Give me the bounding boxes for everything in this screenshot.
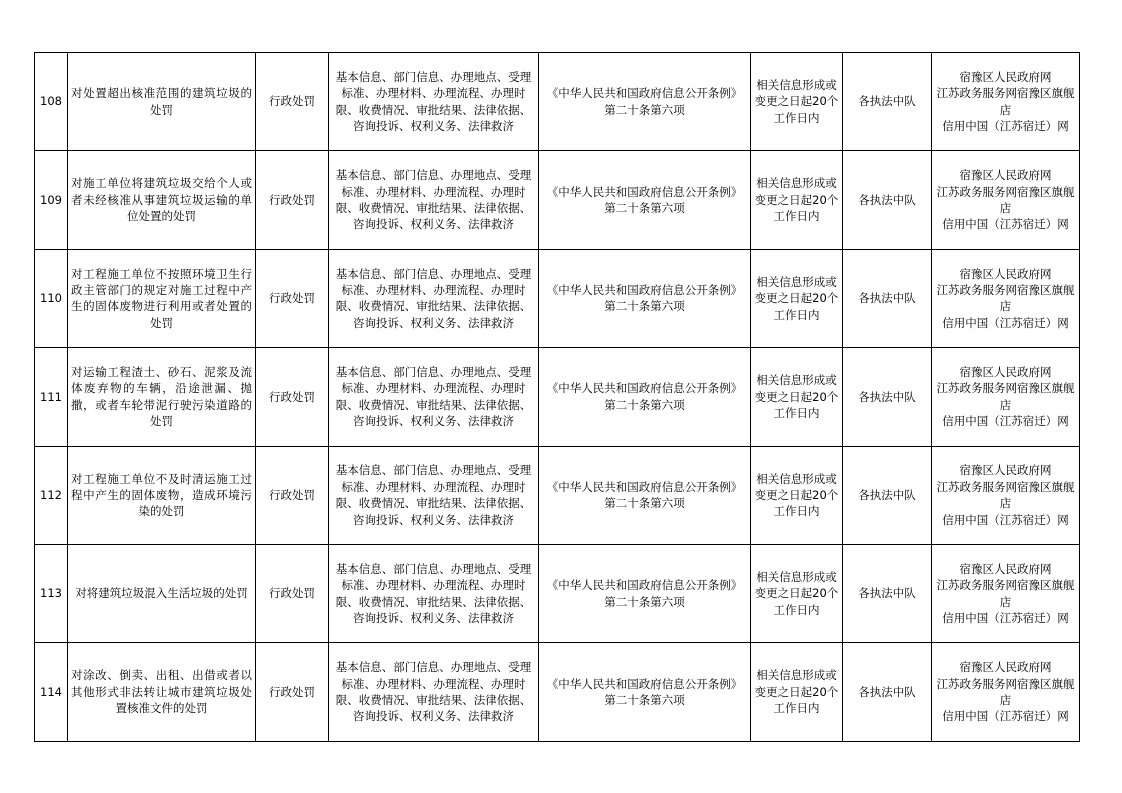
disclosure-time-limit — [751, 446, 843, 544]
disclosure-time-limit — [751, 53, 843, 151]
item-number: 110 — [35, 249, 68, 347]
disclosure-basis-text: 《中华人民共和国政府信息公开条例》第二十条第六项 — [546, 86, 743, 117]
item-name — [68, 446, 256, 544]
item-name — [68, 643, 256, 741]
disclosure-basis — [539, 544, 751, 642]
disclosure-basis-text: 《中华人民共和国政府信息公开条例》第二十条第六项 — [546, 676, 743, 708]
disclosure-time-limit-text: 相关信息形成或变更之日起20个工作日内 — [754, 78, 839, 125]
disclosure-basis — [539, 249, 751, 347]
item-name-text: 对处置超出核准范围的建筑垃圾的处罚 — [71, 86, 252, 117]
table-row — [35, 348, 1080, 446]
disclosure-content — [329, 249, 539, 347]
item-category: 行政处罚 — [256, 643, 329, 741]
item-number: 108 — [35, 53, 68, 151]
disclosure-time-limit-text: 相关信息形成或变更之日起20个工作日内 — [754, 274, 839, 322]
disclosure-time-limit-text: 相关信息形成或变更之日起20个工作日内 — [754, 570, 839, 617]
disclosure-time-limit-text: 相关信息形成或变更之日起20个工作日内 — [754, 668, 839, 716]
disclosure-basis-text: 《中华人民共和国政府信息公开条例》第二十条第六项 — [546, 479, 743, 511]
disclosure-channel-text: 宿豫区人民政府网 江苏政务服务网宿豫区旗舰店 信用中国（江苏宿迁）网 — [936, 463, 1075, 527]
disclosure-content — [329, 544, 539, 642]
disclosure-table — [34, 52, 1080, 742]
disclosure-channel-text: 宿豫区人民政府网 江苏政务服务网宿豫区旗舰店 信用中国（江苏宿迁）网 — [936, 168, 1075, 232]
disclosure-content-text: 基本信息、部门信息、办理地点、受理标准、办理材料、办理流程、办理时限、收费情况、审批结果、法律依据、咨询投诉、权利义务、法律救济 — [335, 365, 532, 429]
disclosure-content-text: 基本信息、部门信息、办理地点、受理标准、办理材料、办理流程、办理时限、收费情况、审批结果、法律依据、咨询投诉、权利义务、法律救济 — [335, 463, 532, 527]
disclosure-channel-text: 宿豫区人民政府网 江苏政务服务网宿豫区旗舰店 信用中国（江苏宿迁）网 — [936, 561, 1075, 626]
item-name-text: 对施工单位将建筑垃圾交给个人或者未经核准从事建筑垃圾运输的单位处置的处罚 — [71, 176, 252, 224]
item-name-text: 对运输工程渣土、砂石、泥浆及流体废弃物的车辆，沿途泄漏、抛撒，或者车轮带泥行驶污染道路的处罚 — [71, 365, 252, 429]
disclosure-basis-text: 《中华人民共和国政府信息公开条例》第二十条第六项 — [546, 184, 743, 216]
disclosure-body: 各执法中队 — [843, 53, 932, 151]
item-category: 行政处罚 — [256, 151, 329, 249]
disclosure-body: 各执法中队 — [843, 249, 932, 347]
table-row — [35, 151, 1080, 249]
item-name — [68, 53, 256, 151]
disclosure-content — [329, 151, 539, 249]
item-category: 行政处罚 — [256, 446, 329, 544]
disclosure-channel — [932, 643, 1080, 741]
disclosure-time-limit-text: 相关信息形成或变更之日起20个工作日内 — [754, 471, 839, 519]
item-name — [68, 544, 256, 642]
disclosure-basis — [539, 53, 751, 151]
disclosure-channel — [932, 544, 1080, 642]
item-name-text: 对将建筑垃圾混入生活垃圾的处罚 — [75, 586, 248, 601]
disclosure-content-text: 基本信息、部门信息、办理地点、受理标准、办理材料、办理流程、办理时限、收费情况、审批结果、法律依据、咨询投诉、权利义务、法律救济 — [335, 266, 532, 330]
disclosure-content — [329, 348, 539, 446]
table-row — [35, 544, 1080, 642]
item-number: 113 — [35, 544, 68, 642]
disclosure-content — [329, 643, 539, 741]
disclosure-channel-text: 宿豫区人民政府网 江苏政务服务网宿豫区旗舰店 信用中国（江苏宿迁）网 — [936, 365, 1075, 429]
disclosure-channel — [932, 151, 1080, 249]
table-body — [35, 53, 1080, 742]
table-row — [35, 446, 1080, 544]
disclosure-body: 各执法中队 — [843, 544, 932, 642]
item-name-text: 对涂改、倒卖、出租、出借或者以其他形式非法转让城市建筑垃圾处置核准文件的处罚 — [71, 668, 252, 716]
item-category: 行政处罚 — [256, 544, 329, 642]
disclosure-channel — [932, 53, 1080, 151]
disclosure-time-limit-text: 相关信息形成或变更之日起20个工作日内 — [754, 176, 839, 224]
disclosure-content-text: 基本信息、部门信息、办理地点、受理标准、办理材料、办理流程、办理时限、收费情况、审批结果、法律依据、咨询投诉、权利义务、法律救济 — [335, 561, 532, 626]
table-row — [35, 249, 1080, 347]
disclosure-channel-text: 宿豫区人民政府网 江苏政务服务网宿豫区旗舰店 信用中国（江苏宿迁）网 — [936, 660, 1075, 724]
item-name — [68, 249, 256, 347]
item-category: 行政处罚 — [256, 249, 329, 347]
disclosure-time-limit — [751, 643, 843, 741]
item-number: 112 — [35, 446, 68, 544]
disclosure-body: 各执法中队 — [843, 348, 932, 446]
disclosure-basis — [539, 643, 751, 741]
table-row — [35, 53, 1080, 151]
item-number: 111 — [35, 348, 68, 446]
item-name — [68, 348, 256, 446]
disclosure-body: 各执法中队 — [843, 151, 932, 249]
disclosure-basis-text: 《中华人民共和国政府信息公开条例》第二十条第六项 — [546, 381, 743, 412]
item-number: 109 — [35, 151, 68, 249]
disclosure-content — [329, 53, 539, 151]
disclosure-channel — [932, 249, 1080, 347]
table-row — [35, 643, 1080, 741]
disclosure-basis-text: 《中华人民共和国政府信息公开条例》第二十条第六项 — [546, 283, 743, 314]
disclosure-time-limit — [751, 348, 843, 446]
disclosure-basis — [539, 446, 751, 544]
disclosure-content-text: 基本信息、部门信息、办理地点、受理标准、办理材料、办理流程、办理时限、收费情况、审批结果、法律依据、咨询投诉、权利义务、法律救济 — [335, 660, 532, 724]
item-name-text: 对工程施工单位不及时清运施工过程中产生的固体废物，造成环境污染的处罚 — [71, 471, 252, 519]
item-number: 114 — [35, 643, 68, 741]
disclosure-time-limit — [751, 544, 843, 642]
item-category: 行政处罚 — [256, 53, 329, 151]
disclosure-channel — [932, 348, 1080, 446]
disclosure-channel-text: 宿豫区人民政府网 江苏政务服务网宿豫区旗舰店 信用中国（江苏宿迁）网 — [936, 266, 1075, 330]
item-name-text: 对工程施工单位不按照环境卫生行政主管部门的规定对施工过程中产生的固体废物进行利用或者处置的处罚 — [71, 266, 252, 330]
item-category: 行政处罚 — [256, 348, 329, 446]
disclosure-channel — [932, 446, 1080, 544]
disclosure-content-text: 基本信息、部门信息、办理地点、受理标准、办理材料、办理流程、办理时限、收费情况、审批结果、法律依据、咨询投诉、权利义务、法律救济 — [335, 168, 532, 232]
disclosure-content-text: 基本信息、部门信息、办理地点、受理标准、办理材料、办理流程、办理时限、收费情况、审批结果、法律依据、咨询投诉、权利义务、法律救济 — [335, 69, 532, 134]
disclosure-body: 各执法中队 — [843, 643, 932, 741]
item-name — [68, 151, 256, 249]
disclosure-basis — [539, 151, 751, 249]
disclosure-time-limit — [751, 151, 843, 249]
disclosure-channel-text: 宿豫区人民政府网 江苏政务服务网宿豫区旗舰店 信用中国（江苏宿迁）网 — [936, 69, 1075, 134]
disclosure-body: 各执法中队 — [843, 446, 932, 544]
disclosure-time-limit — [751, 249, 843, 347]
disclosure-time-limit-text: 相关信息形成或变更之日起20个工作日内 — [754, 373, 839, 421]
disclosure-basis-text: 《中华人民共和国政府信息公开条例》第二十条第六项 — [546, 578, 743, 609]
disclosure-basis — [539, 348, 751, 446]
disclosure-content — [329, 446, 539, 544]
